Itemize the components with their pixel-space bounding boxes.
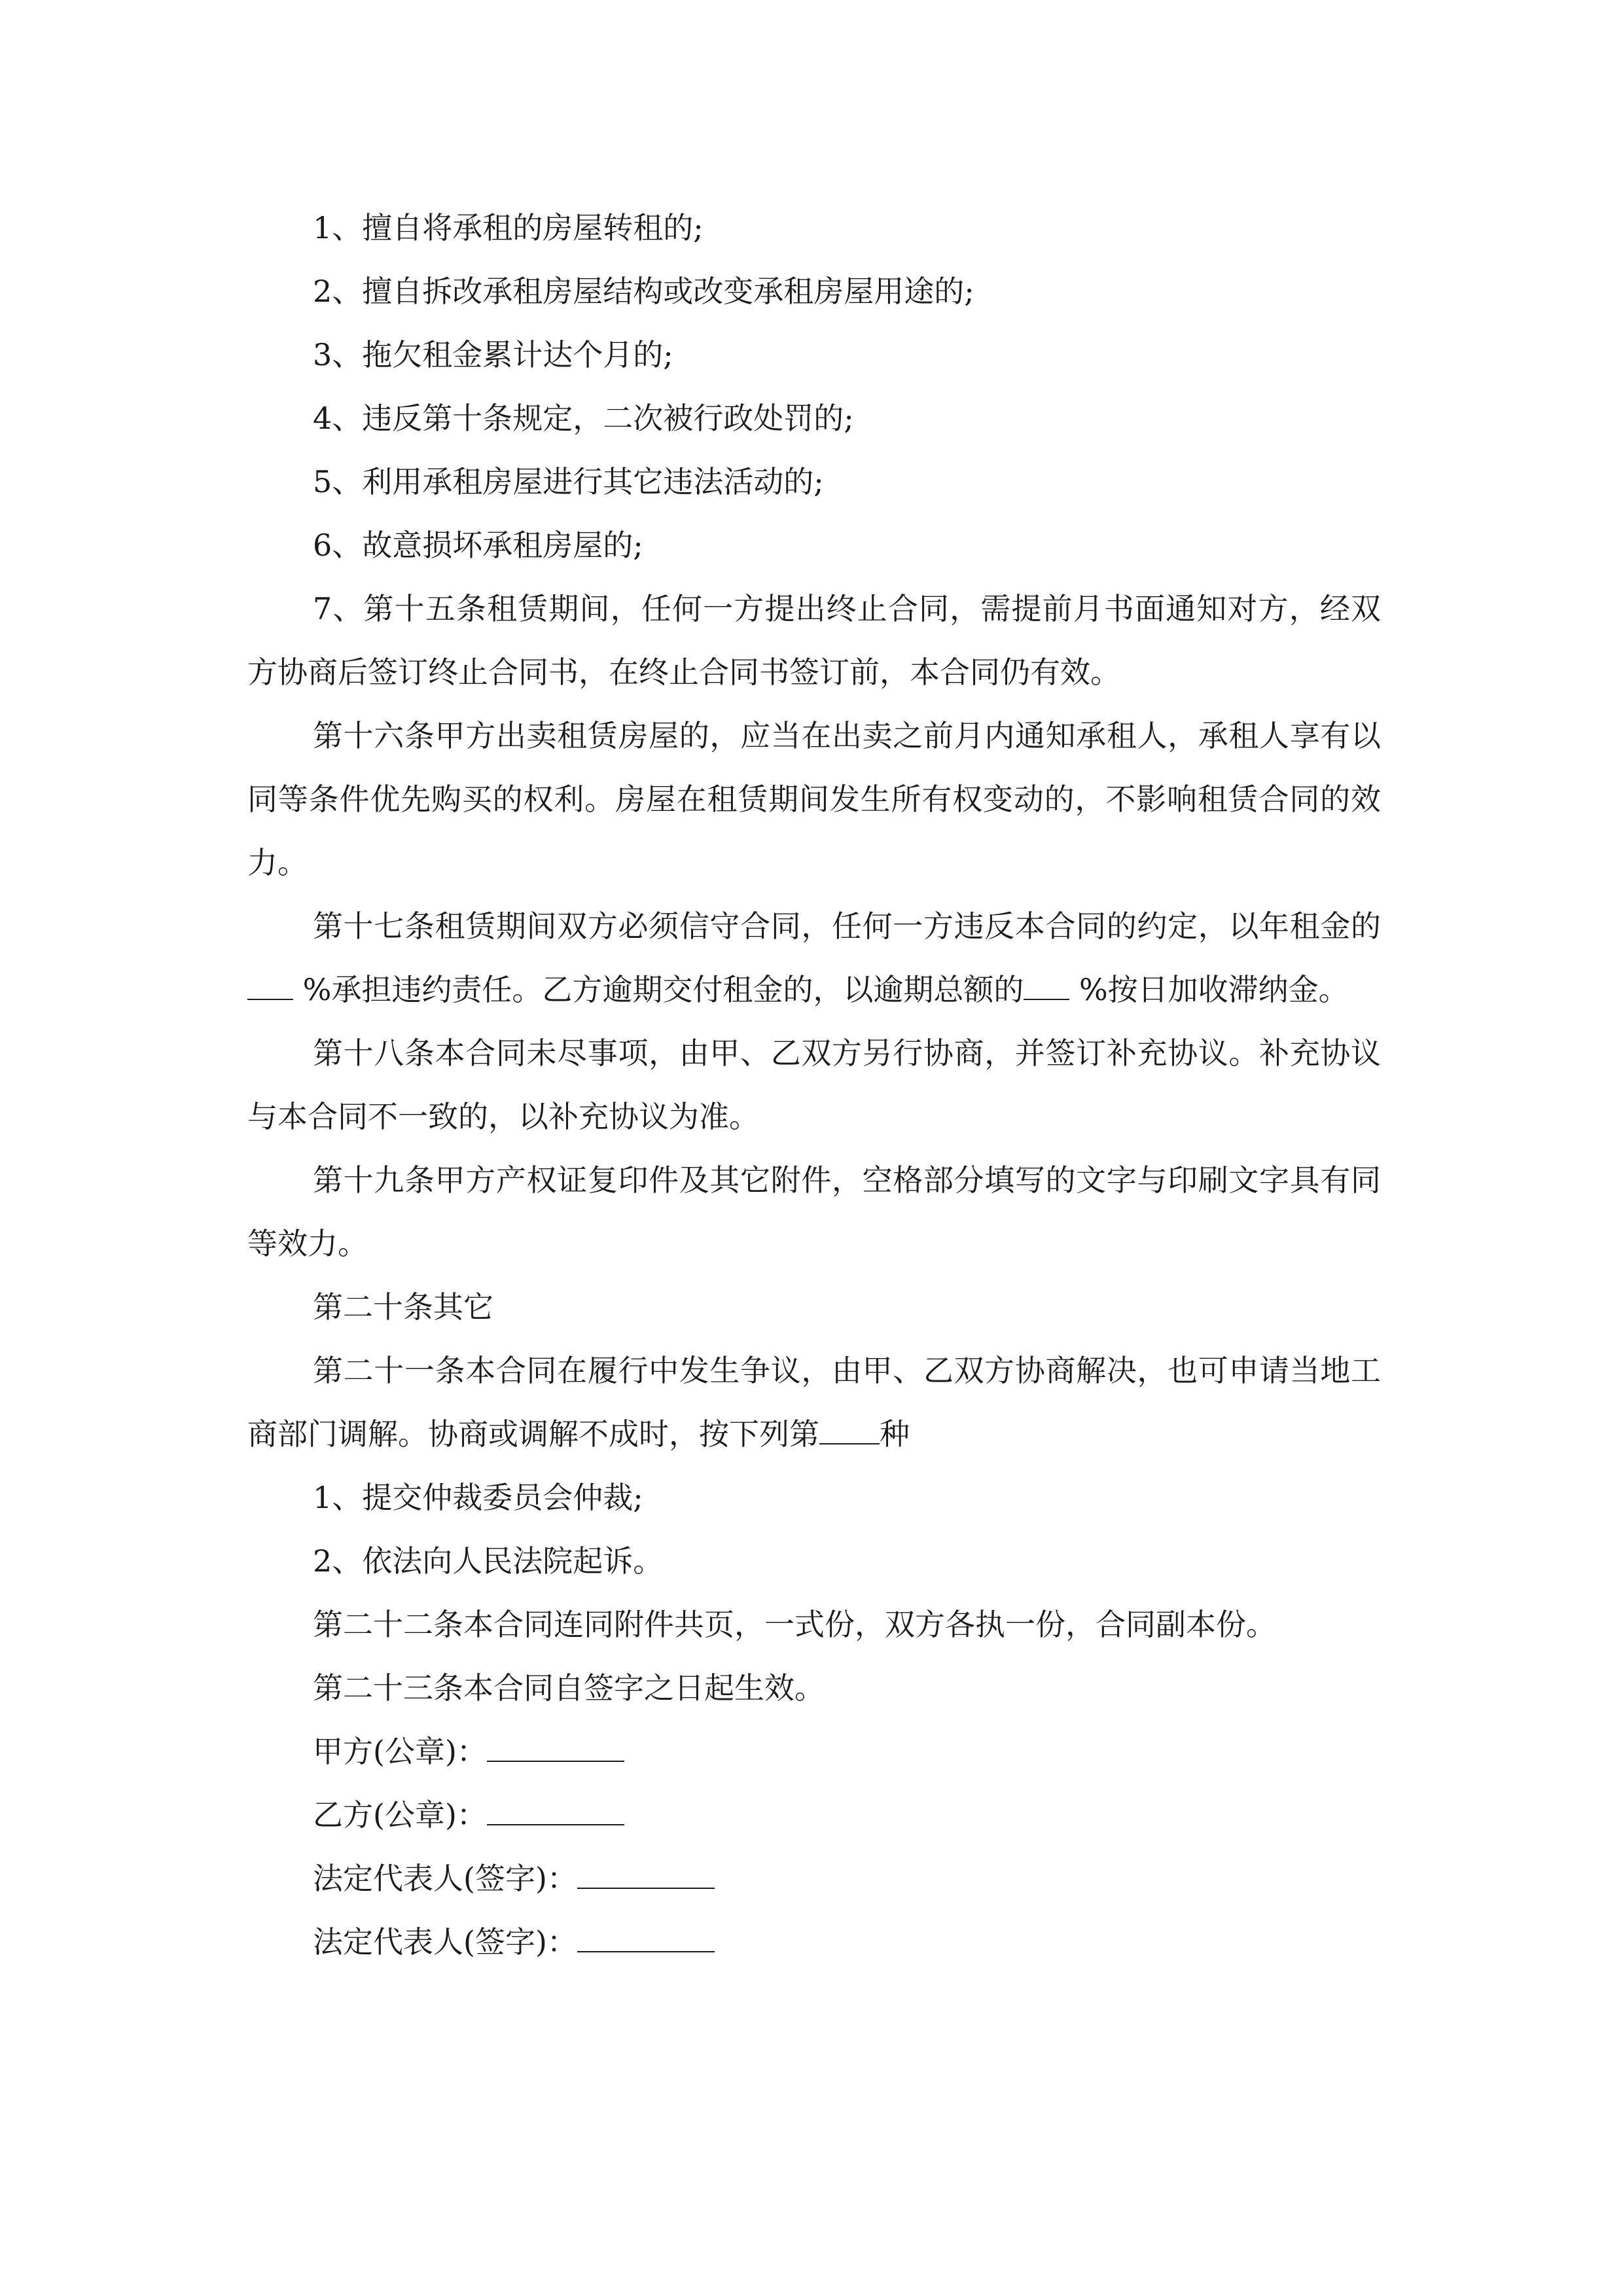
blank-line — [1024, 969, 1069, 1000]
clause-item-5: 5、利用承租房屋进行其它违法活动的; — [313, 464, 824, 499]
article-17 — [247, 895, 1381, 1022]
signature-label: 法定代表人(签字)： — [313, 1861, 577, 1896]
article-22: 第二十二条本合同连同附件共页，一式份，双方各执一份，合同副本份。 — [313, 1607, 1276, 1642]
clause-item-1: 1、擅自将承租的房屋转租的; — [313, 210, 704, 245]
signature-legal-rep-1 — [247, 1847, 1381, 1910]
article-23: 第二十三条本合同自签字之日起生效。 — [313, 1670, 825, 1706]
article-21 — [247, 1339, 1381, 1466]
signature-label: 乙方(公章)： — [313, 1797, 487, 1833]
article-20: 第二十条其它 — [313, 1289, 493, 1325]
signature-line — [487, 1731, 624, 1762]
clause-item-2: 2、擅自拆改承租房屋结构或改变承租房屋用途的; — [313, 274, 974, 309]
signature-party-a — [247, 1720, 1381, 1784]
document-page — [247, 196, 1381, 1974]
clause-item-3: 3、拖欠租金累计达个月的; — [313, 337, 673, 372]
signature-party-b — [247, 1784, 1381, 1847]
signature-line — [487, 1794, 624, 1825]
blank-line — [819, 1413, 880, 1444]
signature-line — [577, 1921, 715, 1952]
article-21-text-1: 第二十一条本合同在履行中发生争议，由甲、乙双方协商解决，也可申请当地工商部门调解。协商或调解不成时，按下列第 — [247, 1353, 1381, 1452]
signature-label: 法定代表人(签字)： — [313, 1924, 577, 1960]
dispute-option-2: 2、依法向人民法院起诉。 — [313, 1543, 664, 1579]
article-17-text-2: %承担违约责任。乙方逾期交付租金的，以逾期总额的 — [302, 972, 1024, 1007]
signature-label: 甲方(公章)： — [313, 1734, 487, 1769]
dispute-option-1: 1、提交仲裁委员会仲裁; — [313, 1480, 643, 1515]
article-21-text-2: 种 — [880, 1416, 910, 1452]
article-17-text-1: 第十七条租赁期间双方必须信守合同，任何一方违反本合同的约定，以年租金的 — [313, 908, 1381, 944]
blank-line — [247, 969, 293, 1000]
clause-item-7: 7、第十五条租赁期间，任何一方提出终止合同，需提前月书面通知对方，经双方协商后签订终止合同书，在终止合同书签订前，本合同仍有效。 — [247, 591, 1381, 690]
signature-legal-rep-2 — [247, 1910, 1381, 1974]
article-18: 第十八条本合同未尽事项，由甲、乙双方另行协商，并签订补充协议。补充协议与本合同不一致的，以补充协议为准。 — [247, 1035, 1381, 1134]
article-17-text-3: %按日加收滞纳金。 — [1079, 972, 1349, 1007]
clause-item-6: 6、故意损坏承租房屋的; — [313, 528, 643, 563]
clause-item-4: 4、违反第十条规定，二次被行政处罚的; — [313, 401, 854, 436]
signature-line — [577, 1857, 715, 1889]
article-19: 第十九条甲方产权证复印件及其它附件，空格部分填写的文字与印刷文字具有同等效力。 — [247, 1162, 1381, 1261]
article-16: 第十六条甲方出卖租赁房屋的，应当在出卖之前月内通知承租人，承租人享有以同等条件优先购买的权利。房屋在租赁期间发生所有权变动的，不影响租赁合同的效力。 — [247, 718, 1381, 880]
